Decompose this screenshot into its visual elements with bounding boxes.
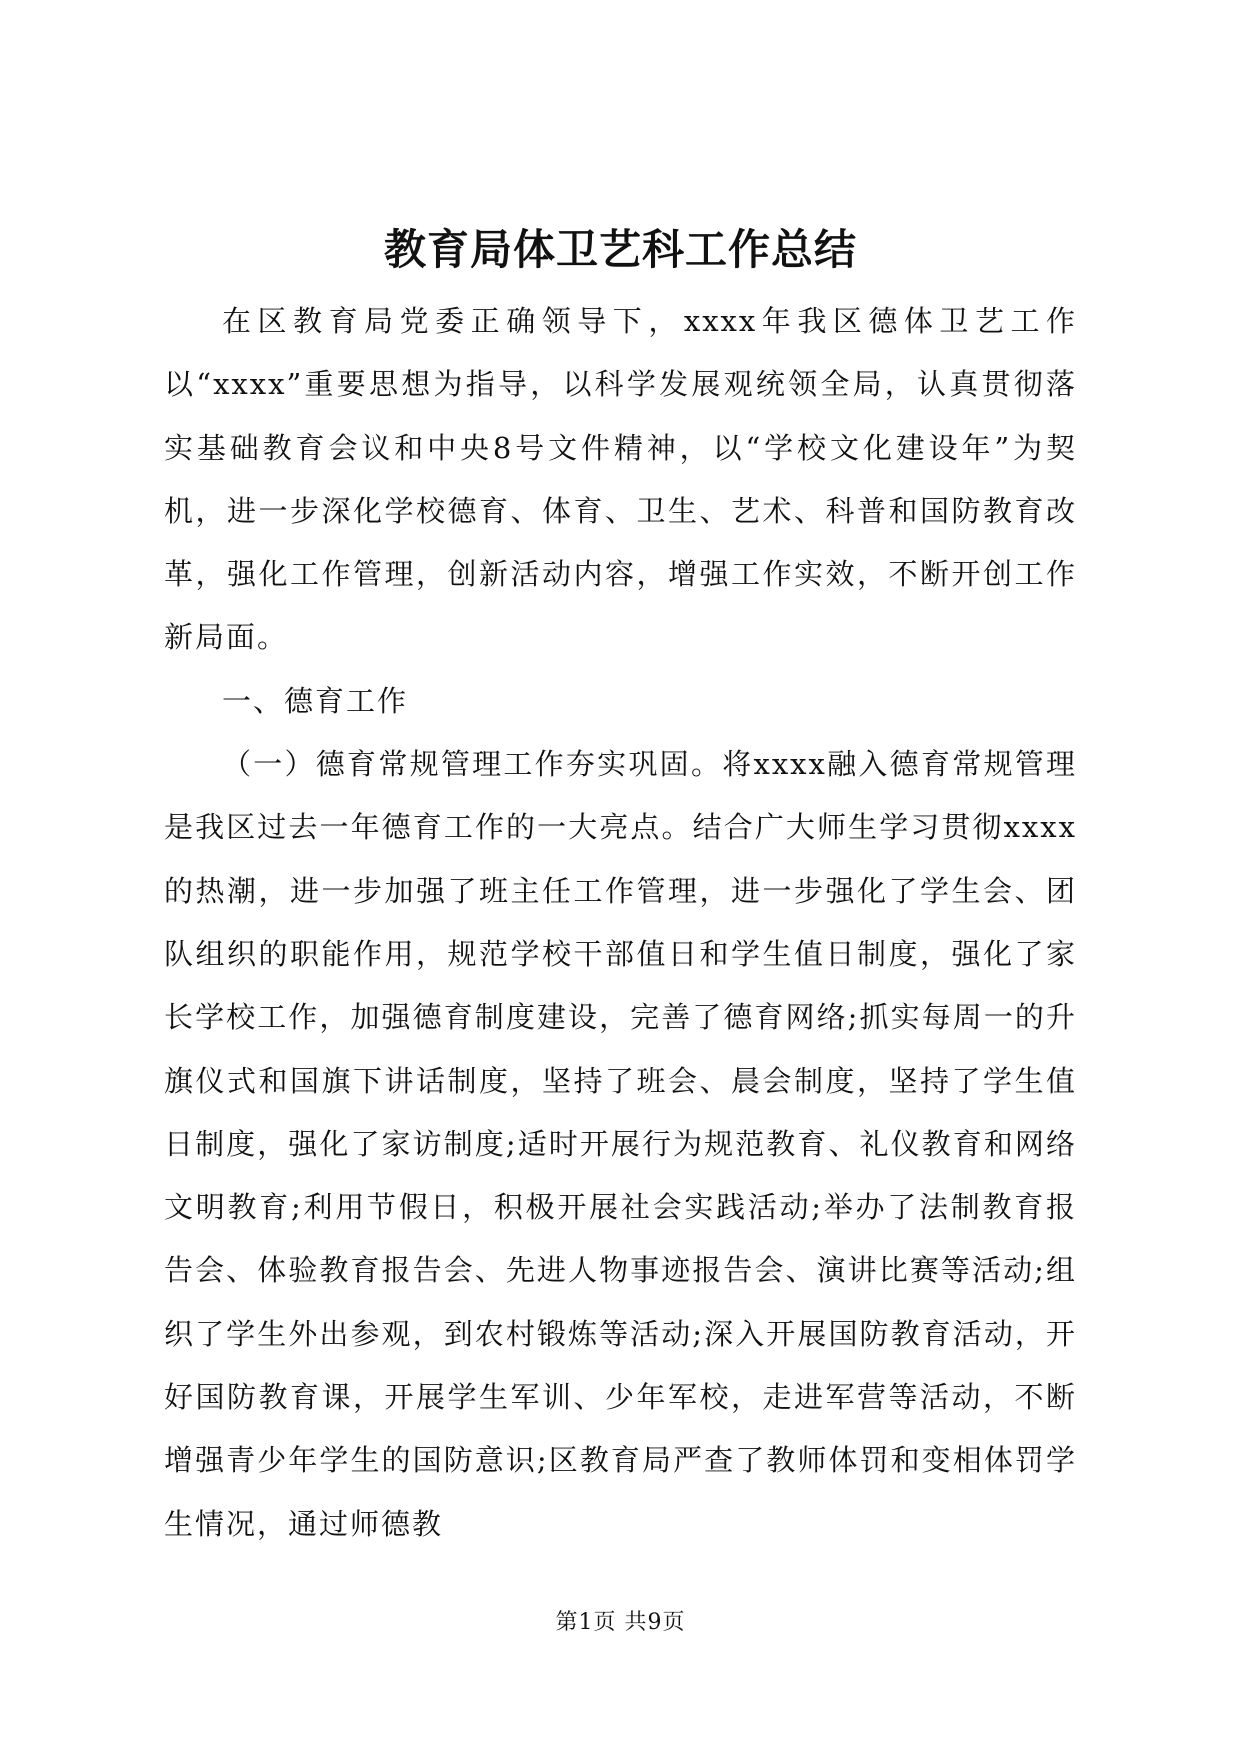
- paragraph-intro: 在区教育局党委正确领导下，xxxx年我区德体卫艺工作以“xxxx”重要思想为指导，以科学发展观统领全局，认真贯彻落实基础教育会议和中央8号文件精神，以“学校文化建设年”为契机，进一步深化学校德育、体育、卫生、艺术、科普和国防教育改革，强化工作管理，创新活动内容，增强工作实效，不断开创工作新局面。: [164, 304, 1077, 655]
- document-title: 教育局体卫艺科工作总结: [383, 225, 857, 274]
- section-heading-moral-education: 一、德育工作: [222, 683, 409, 718]
- document-body: [164, 290, 1077, 1556]
- page-number-footer: 第1页 共9页: [555, 1610, 686, 1635]
- paragraph-moral-routine: （一）德育常规管理工作夯实巩固。将xxxx融入德育常规管理是我区过去一年德育工作的一大亮点。结合广大师生学习贯彻xxxx的热潮，进一步加强了班主任工作管理，进一步强化了学生会、团队组织的职能作用，规范学校干部值日和学生值日制度，强化了家长学校工作，加强德育制度建设，完善了德育网络;抓实每周一的升旗仪式和国旗下讲话制度，坚持了班会、晨会制度，坚持了学生值日制度，强化了家访制度;适时开展行为规范教育、礼仪教育和网络文明教育;利用节假日，积极开展社会实践活动;举办了法制教育报告会、体验教育报告会、先进人物事迹报告会、演讲比赛等活动;组织了学生外出参观，到农村锻炼等活动;深入开展国防教育活动，开好国防教育课，开展学生军训、少年军校，走进军营等活动，不断增强青少年学生的国防意识;区教育局严查了教师体罚和变相体罚学生情况，通过师德教: [164, 747, 1077, 1541]
